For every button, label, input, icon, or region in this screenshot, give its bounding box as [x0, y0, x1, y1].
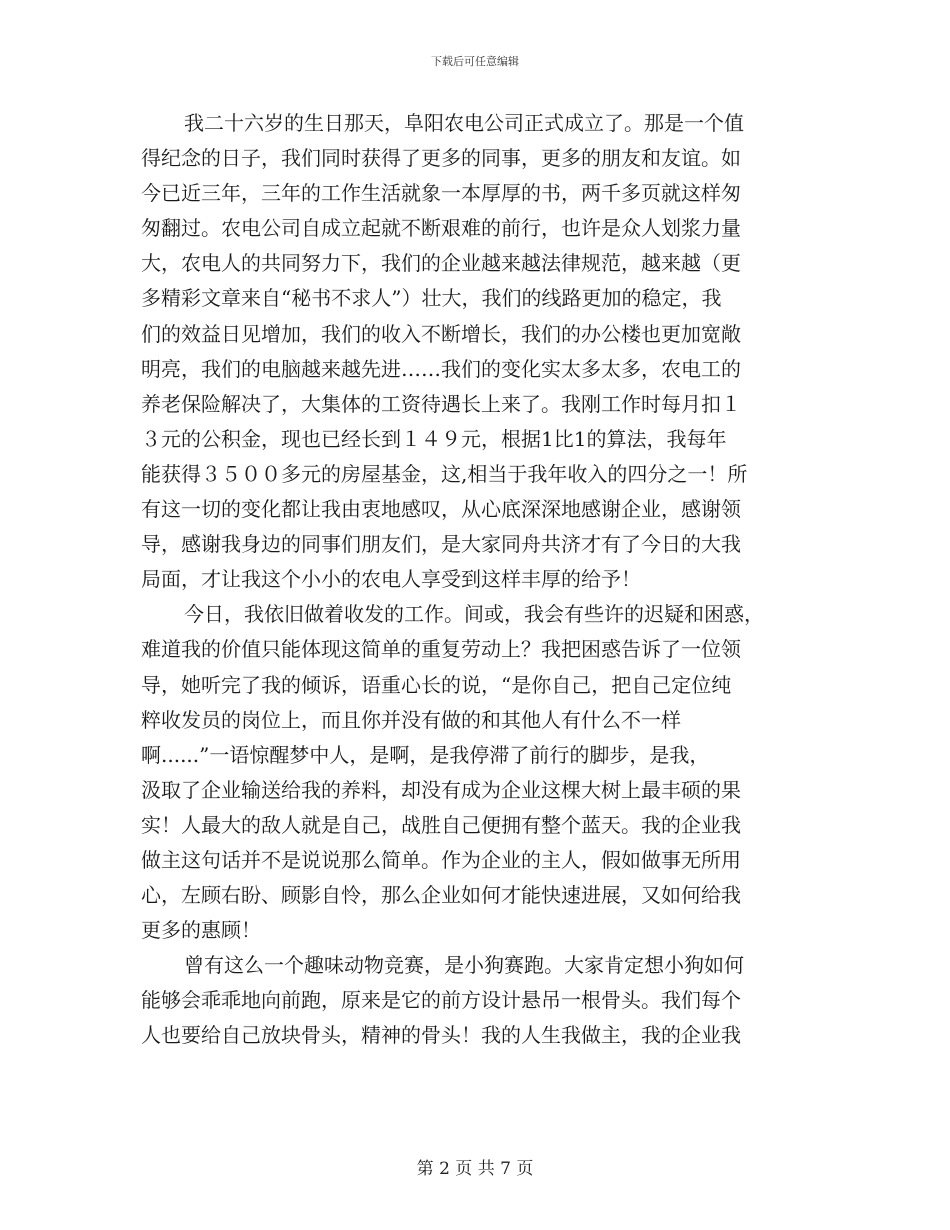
text-line: 啊......”一语惊醒梦中人，是啊，是我停滞了前行的脚步，是我， [141, 742, 710, 767]
text-line: 做主这句话并不是说说那么简单。作为企业的主人，假如做事无所用 [141, 847, 741, 872]
text-line: 匆翻过。农电公司自成立起就不断艰难的前行，也许是众人划浆力量 [141, 216, 741, 241]
text-line: 今日，我依旧做着收发的工作。间或，我会有些许的迟疑和困惑， [184, 602, 764, 627]
text-line: 心，左顾右盼、顾影自怜，那么企业如何才能快速进展，又如何给我 [141, 883, 741, 908]
text-line: 今已近三年，三年的工作生活就象一本厚厚的书，两千多页就这样匆 [141, 181, 741, 206]
text-line: 实！人最大的敌人就是自己，战胜自己便拥有整个蓝天。我的企业我 [141, 812, 741, 837]
text-line: 能够会乖乖地向前跑，原来是它的前方设计悬吊一根骨头。我们每个 [141, 988, 741, 1013]
text-line: 更多的惠顾！ [141, 918, 261, 943]
page-footer: 第 2 页 共 7 页 [416, 1159, 534, 1179]
text-line: 曾有这么一个趣味动物竞赛，是小狗赛跑。大家肯定想小狗如何 [184, 953, 744, 978]
text-line: 难道我的价值只能体现这简单的重复劳动上？我把困惑告诉了一位领 [141, 637, 741, 662]
page-header: 下载后可任意编辑 [431, 55, 519, 68]
text-line: 明亮，我们的电脑越来越先进……我们的变化实太多太多，农电工的 [141, 356, 741, 381]
text-line: 能获得３５００多元的房屋基金，这,相当于我年收入的四分之一！所 [141, 461, 748, 486]
text-line: 多精彩文章来自“秘书不求人”）壮大，我们的线路更加的稳定，我 [141, 286, 722, 311]
text-line: 们的效益日见增加，我们的收入不断增长，我们的办公楼也更加宽敞 [141, 321, 741, 346]
text-line: 局面，才让我这个小小的农电人享受到这样丰厚的给予！ [141, 567, 641, 592]
text-line: 汲取了企业输送给我的养料，却没有成为企业这棵大树上最丰硕的果 [141, 777, 741, 802]
text-line: 导，她听完了我的倾诉，语重心长的说，“是你自己，把自己定位纯 [141, 672, 732, 697]
text-line: 大，农电人的共同努力下，我们的企业越来越法律规范，越来越（更 [141, 251, 741, 276]
document-body [141, 106, 811, 1054]
text-line: 得纪念的日子，我们同时获得了更多的同事，更多的朋友和友谊。如 [141, 146, 741, 171]
text-line: 养老保险解决了，大集体的工资待遇长上来了。我刚工作时每月扣１ [141, 391, 741, 416]
text-line: 粹收发员的岗位上，而且你并没有做的和其他人有什么不一样 [141, 707, 681, 732]
text-line: 我二十六岁的生日那天，阜阳农电公司正式成立了。那是一个值 [184, 111, 744, 135]
text-line: ３元的公积金，现也已经长到１４９元，根据1比1的算法，我每年 [141, 426, 727, 451]
text-line: 有这一切的变化都让我由衷地感叹，从心底深深地感谢企业，感谢领 [141, 497, 741, 522]
text-line: 人也要给自己放块骨头，精神的骨头！我的人生我做主，我的企业我 [141, 1023, 741, 1048]
text-line: 导，感谢我身边的同事们朋友们，是大家同舟共济才有了今日的大我 [141, 532, 741, 557]
